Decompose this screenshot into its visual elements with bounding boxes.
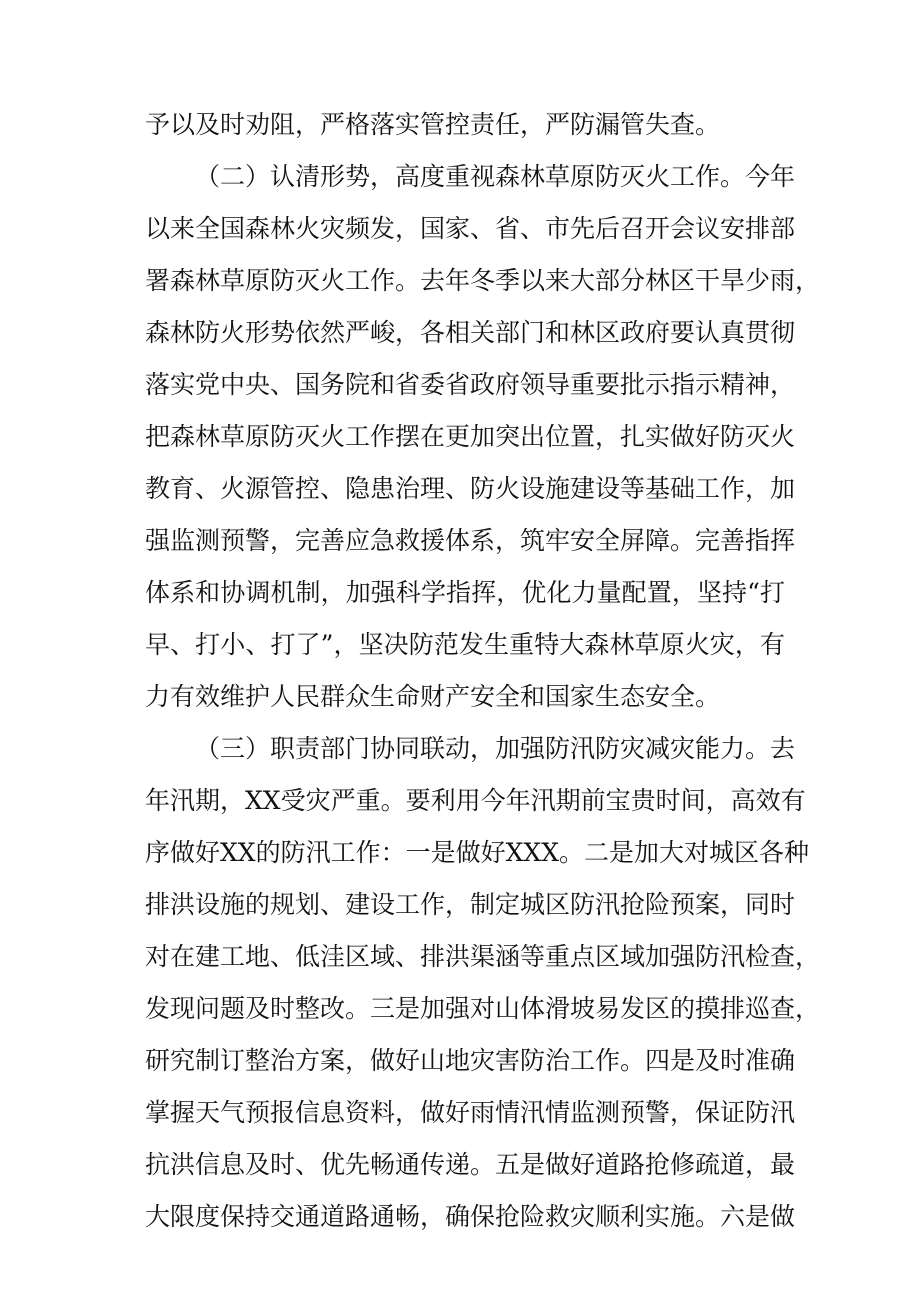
text-line: 森林防火形势依然严峻，各相关部门和林区政府要认真贯彻 [145,318,796,347]
text-line: 把森林草原防灭火工作摆在更加突出位置，扎实做好防灭火 [145,422,796,451]
text-line: 体系和协调机制，加强科学指挥，优化力量配置，坚持“打 [145,578,785,607]
paragraph-heading-line: （三）职责部门协同联动，加强防汛防灾减灾能力。去 [195,734,796,763]
text-line: 强监测预警，完善应急救援体系，筑牢安全屏障。完善指挥 [145,526,796,555]
text-line: 力有效维护人民群众生命财产安全和国家生态安全。 [145,682,721,711]
text-line: 抗洪信息及时、优先畅通传递。五是做好道路抢修疏道，最 [145,1150,796,1179]
text-line: 大限度保持交通道路通畅，确保抢险救灾顺利实施。六是做 [145,1202,796,1231]
text-line: 发现问题及时整改。三是加强对山体滑坡易发区的摸排巡查， [145,994,821,1023]
text-line: 序做好XX的防汛工作：一是做好XXX。二是加大对城区各种 [145,838,809,867]
text-line: 排洪设施的规划、建设工作，制定城区防汛抢险预案，同时 [145,890,796,919]
text-line: 教育、火源管控、隐患治理、防火设施建设等基础工作，加 [145,474,796,503]
text-line: 掌握天气预报信息资料，做好雨情汛情监测预警，保证防汛 [145,1098,796,1127]
text-line: 落实党中央、国务院和省委省政府领导重要批示指示精神， [145,370,796,399]
text-line: 予以及时劝阻，严格落实管控责任，严防漏管失查。 [145,110,721,139]
text-line: 年汛期，XX受灾严重。要利用今年汛期前宝贵时间，高效有 [145,786,806,815]
paragraph-heading-line: （二）认清形势，高度重视森林草原防灭火工作。今年 [195,162,796,191]
text-line: 署森林草原防灭火工作。去年冬季以来大部分林区干旱少雨， [145,266,821,295]
text-line: 早、打小、打了”，坚决防范发生重特大森林草原火灾，有 [145,630,785,659]
text-line: 对在建工地、低洼区域、排洪渠涵等重点区域加强防汛检查， [145,942,821,971]
text-line: 以来全国森林火灾频发，国家、省、市先后召开会议安排部 [145,214,796,243]
text-line: 研究制订整治方案，做好山地灾害防治工作。四是及时准确 [145,1046,796,1075]
